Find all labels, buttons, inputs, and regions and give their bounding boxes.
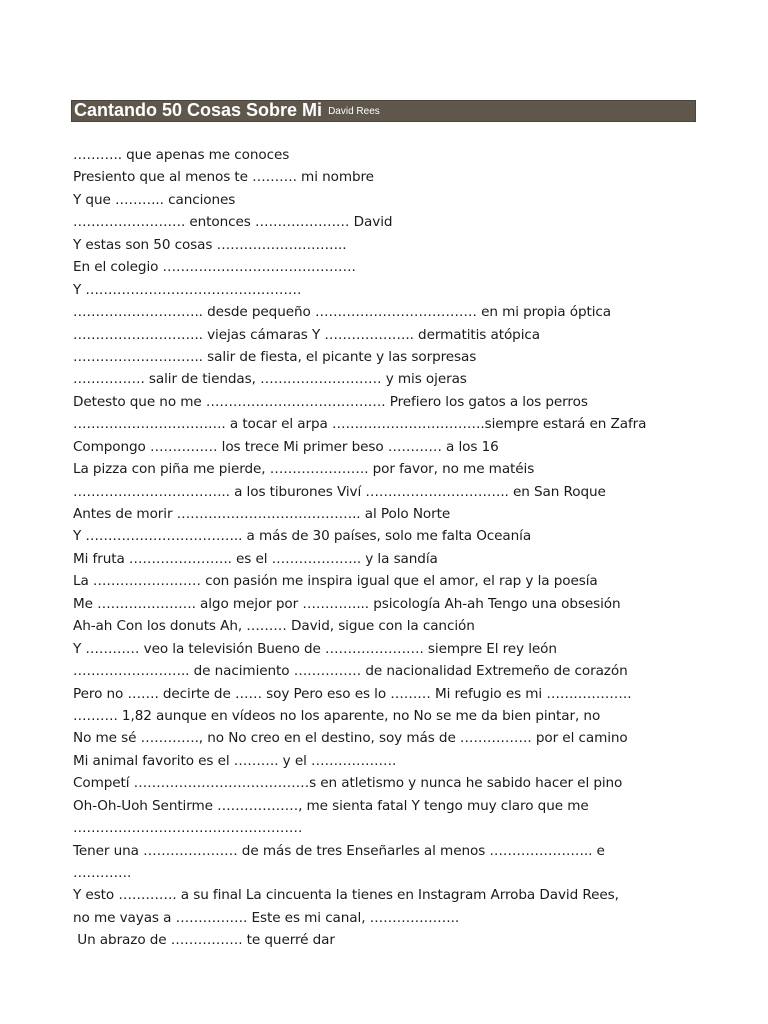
lyric-line: …………………….. de nacimiento …………… de nacionalidad Extremeño de corazón [73, 663, 628, 680]
lyric-line: Antes de morir ………………………………….. al Polo Norte [73, 506, 451, 522]
lyric-line: La …………………… con pasión me inspira igual que el amor, el rap y la poesía [73, 573, 598, 590]
lyrics-list [73, 144, 723, 952]
lyric-line: Y ………… veo la televisión Bueno de …………………. siempre El rey león [73, 640, 557, 657]
lyric-line: Mi fruta ………………….. es el ……………….. y la sandía [73, 550, 438, 567]
lyric-line: No me sé …………., no No creo en el destino, soy más de ……………. por el camino [73, 730, 628, 747]
lyric-line: Tener una ………………… de más de tres Enseñarles al menos ………………….. e [73, 842, 605, 859]
document-title: Cantando 50 Cosas Sobre Mi [74, 100, 323, 120]
lyric-line: Me …………………. algo mejor por …………... psicología Ah-ah Tengo una obsesión [73, 595, 621, 612]
lyric-line: ……………………………. a tocar el arpa …………………………….siempre estará en Zafra [73, 416, 647, 433]
lyric-line: Presiento que al menos te ………. mi nombre [73, 169, 374, 186]
lyric-line: ……………………….. salir de fiesta, el picante y las sorpresas [73, 348, 477, 365]
document-author: David Rees [328, 106, 380, 117]
lyric-line: ……………………. entonces ………………… David [73, 214, 393, 231]
title-bar [71, 100, 696, 122]
lyric-line: ……….. que apenas me conoces [73, 147, 290, 163]
lyric-line: Competí …………………………………s en atletismo y nunca he sabido hacer el pino [73, 775, 623, 792]
lyric-line: En el colegio ……………………………………. [73, 259, 356, 276]
lyric-line: Detesto que no me …………………………………. Prefiero los gatos a los perros [73, 393, 588, 410]
lyric-line: …………. [73, 865, 132, 881]
lyric-line: …………………………….. a los tiburones Viví ………………………….. en San Roque [73, 483, 606, 500]
lyric-line: Compongo …………… los trece Mi primer beso ………… a los 16 [73, 438, 499, 455]
lyric-line: ……………. salir de tiendas, ……………………… y mis ojeras [73, 371, 467, 388]
lyric-line: no me vayas a ……………. Este es mi canal, ……………….. [73, 909, 460, 926]
lyric-line: Y esto …………. a su final La cincuenta la tienes en Instagram Arroba David Rees, [73, 887, 619, 904]
lyric-line: Y que ……….. canciones [73, 191, 236, 208]
lyric-line: La pizza con piña me pierde, …………………. por favor, no me matéis [73, 461, 535, 478]
lyric-line: ……………………….. desde pequeño ……………………………… en mi propia óptica [73, 304, 611, 321]
lyric-line: …………………………………………… [73, 820, 303, 837]
lyric-line: Oh-Oh-Uoh Sentirme ………………, me sienta fatal Y tengo muy claro que me [73, 797, 589, 814]
lyric-line: ……………………….. viejas cámaras Y ……………….. dermatitis atópica [73, 326, 540, 343]
lyric-line: Y ………………………………………… [73, 281, 302, 298]
lyric-line: Pero no ……. decirte de …… soy Pero eso es lo ……… Mi refugio es mi ………………. [73, 685, 632, 702]
lyric-line: Un abrazo de ……………. te querré dar [73, 932, 335, 949]
lyric-line: Ah-ah Con los donuts Ah, ……… David, sigue con la canción [73, 618, 475, 635]
lyric-line: Mi animal favorito es el ………. y el ………………. [73, 752, 397, 769]
lyric-line: ………. 1,82 aunque en vídeos no los aparente, no No se me da bien pintar, no [73, 707, 601, 724]
lyric-line: Y …………………………….. a más de 30 países, solo me falta Oceanía [73, 528, 532, 545]
lyric-line: Y estas son 50 cosas ……………………….. [73, 236, 347, 253]
